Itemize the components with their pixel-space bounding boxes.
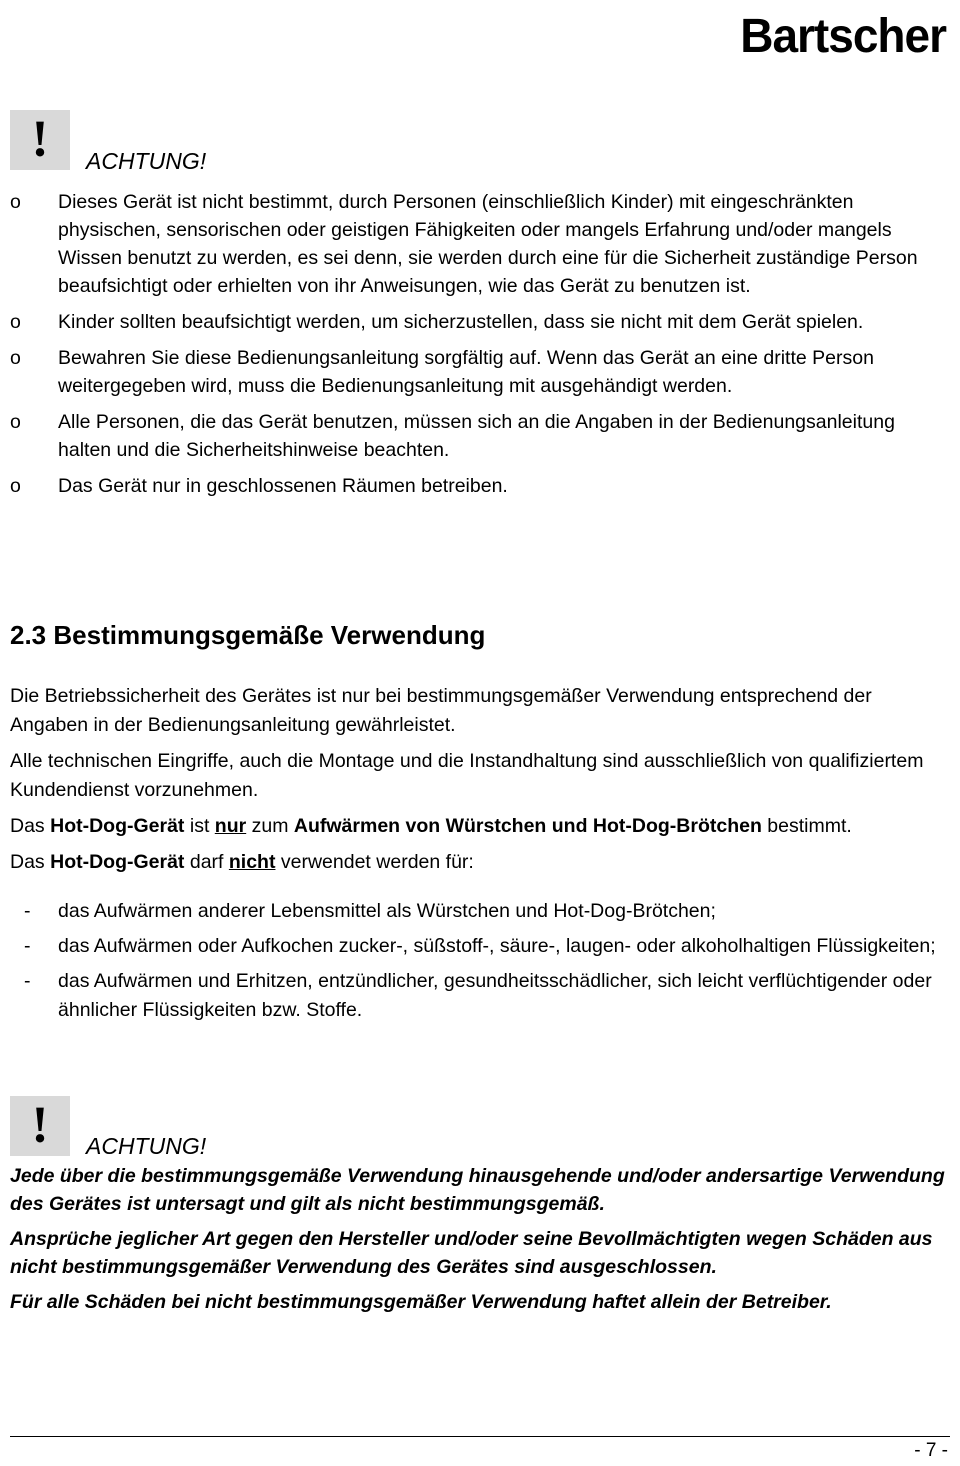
text-run: darf <box>184 851 229 873</box>
warning-icon <box>10 1096 70 1156</box>
bullet-text: Dieses Gerät ist nicht bestimmt, durch Personen (einschließlich Kinder) mit eingeschränkten physischen, sensorischen oder geistigen Fähigkeiten oder mangels Erfahrung und/oder mangels Wissen benutzt zu werden, es sei denn, sie werden durch eine für die Sicherheit zuständige Person beaufsichtigt oder erhielten von ihr Anweisungen, wie das Gerät zu benutzen ist. <box>58 191 918 297</box>
bartscher-logo: Bartscher <box>740 7 946 63</box>
safety-bullet-list <box>10 188 950 508</box>
warning-icon <box>10 110 70 170</box>
bullet-marker: o <box>10 191 21 213</box>
text-run: zum <box>246 815 294 837</box>
prohibited-uses-list <box>10 897 950 1025</box>
text-run: verwendet werden für: <box>275 851 474 873</box>
bold-run: Hot-Dog-Gerät <box>50 851 185 873</box>
list-item <box>10 932 950 961</box>
dash-text: das Aufwärmen anderer Lebensmittel als Würstchen und Hot-Dog-Brötchen; <box>58 900 716 922</box>
list-item <box>10 967 950 1025</box>
warning-icon-glyph: ! <box>31 111 49 168</box>
paragraph: Jede über die bestimmungsgemäße Verwendung hinausgehende und/oder andersartige Verwendung des Gerätes ist untersagt und gilt als nicht bestimmungsgemäß. <box>10 1165 945 1215</box>
bullet-text: Alle Personen, die das Gerät benutzen, müssen sich an die Angaben in der Bedienungsanleitung halten und die Sicherheitshinweise beachten. <box>58 411 895 461</box>
bullet-marker: o <box>10 411 21 433</box>
paragraph <box>10 848 950 877</box>
bullet-text: Bewahren Sie diese Bedienungsanleitung sorgfältig auf. Wenn das Gerät an eine dritte Person weitergegeben wird, muss die Bedienungsanleitung mit ausgehändigt werden. <box>58 347 874 397</box>
bold-run: Hot-Dog-Gerät <box>50 815 185 837</box>
text-run: Das <box>10 815 51 837</box>
paragraph: Ansprüche jeglicher Art gegen den Hersteller und/oder seine Bevollmächtigten wegen Schäden aus nicht bestimmungsgemäßer Verwendung des Gerätes sind ausgeschlossen. <box>10 1228 933 1278</box>
paragraph: Alle technischen Eingriffe, auch die Montage und die Instandhaltung sind ausschließlich von qualifiziertem Kundendienst vorzunehmen. <box>10 750 924 801</box>
warning-title: ACHTUNG! <box>86 148 207 174</box>
bullet-text: Das Gerät nur in geschlossenen Räumen betreiben. <box>58 475 508 497</box>
text-run: ist <box>184 815 215 837</box>
underlined-run: nicht <box>228 851 276 873</box>
section-heading: 2.3 Bestimmungsgemäße Verwendung <box>10 620 486 650</box>
text-run: bestimmt. <box>761 815 852 837</box>
section-body <box>10 682 950 1031</box>
page-number: - 7 - <box>914 1440 948 1461</box>
dash-text: das Aufwärmen oder Aufkochen zucker-, süßstoff-, säure-, laugen- oder alkoholhaltigen Flüssigkeiten; <box>58 935 936 957</box>
dash-marker: - <box>24 970 31 992</box>
bullet-marker: o <box>10 347 21 369</box>
dash-marker: - <box>24 935 31 957</box>
list-item <box>10 408 950 464</box>
dash-text: das Aufwärmen und Erhitzen, entzündlicher, gesundheitsschädlicher, sich leicht verflüchtigender oder ähnlicher Flüssigkeiten bzw. Stoffe. <box>58 970 932 1021</box>
warning-icon-glyph: ! <box>31 1097 49 1154</box>
list-item <box>10 308 950 336</box>
list-item <box>10 897 950 926</box>
paragraph <box>10 812 950 841</box>
bullet-marker: o <box>10 311 21 333</box>
list-item <box>10 344 950 400</box>
text-run: Das <box>10 851 51 873</box>
list-item <box>10 188 950 300</box>
paragraph: Für alle Schäden bei nicht bestimmungsgemäßer Verwendung haftet allein der Betreiber. <box>10 1291 832 1313</box>
list-item <box>10 472 950 500</box>
dash-marker: - <box>24 900 31 922</box>
bullet-text: Kinder sollten beaufsichtigt werden, um sicherzustellen, dass sie nicht mit dem Gerät spielen. <box>58 311 864 333</box>
warning-title: ACHTUNG! <box>86 1133 207 1159</box>
warning-text <box>10 1162 950 1323</box>
underlined-run: nur <box>214 815 247 837</box>
footer-divider <box>10 1436 950 1437</box>
bold-run: Aufwärmen von Würstchen und Hot-Dog-Brötchen <box>293 815 762 837</box>
bullet-marker: o <box>10 475 21 497</box>
paragraph: Die Betriebssicherheit des Gerätes ist nur bei bestimmungsgemäßer Verwendung entsprechend der Angaben in der Bedienungsanleitung gewährleistet. <box>10 685 872 736</box>
